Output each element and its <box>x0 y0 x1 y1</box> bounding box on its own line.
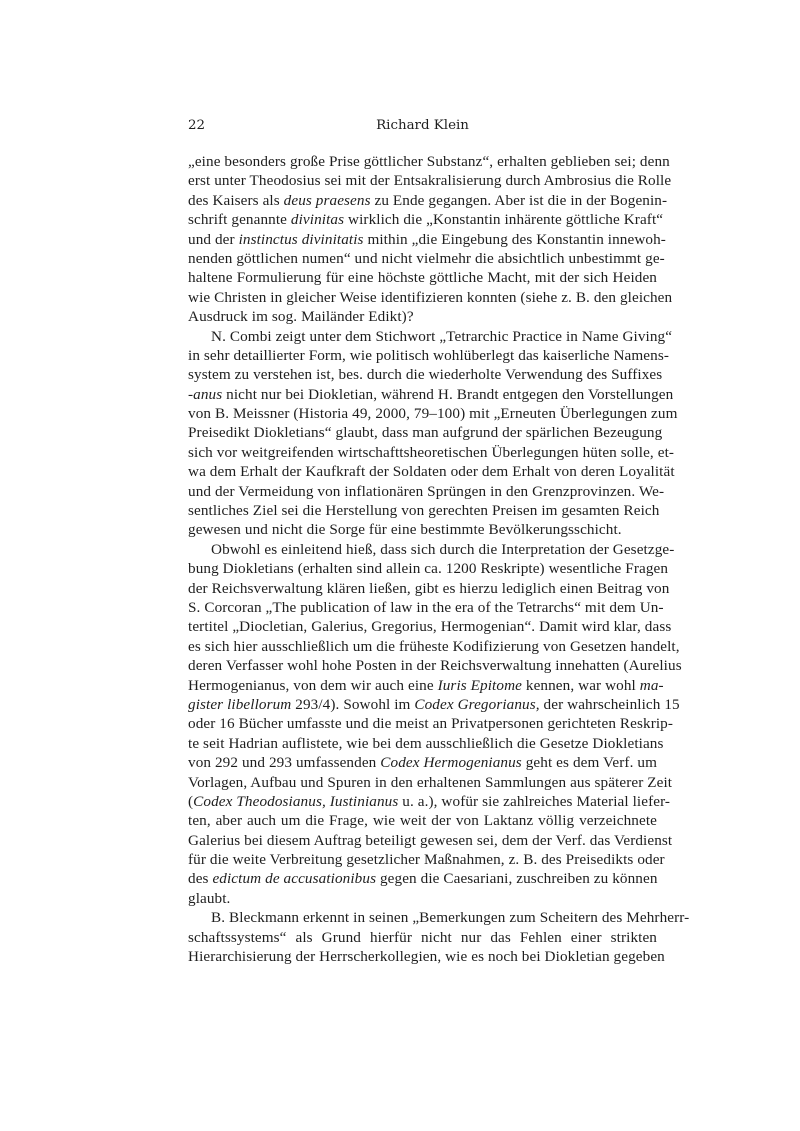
text-run: von B. Meissner (Historia 49, 2000, 79–100) mit „Erneuten Überlegungen zum <box>188 405 678 423</box>
text-run: Vorlagen, Aufbau und Spuren in den erhaltenen Sammlungen aus späterer Zeit <box>188 773 673 791</box>
italic-text: Iuris Epitome <box>437 676 522 694</box>
text-line <box>188 617 672 636</box>
text-line <box>188 928 657 947</box>
text-run: der Reichsverwaltung klären ließen, gibt es hierzu lediglich einen Beitrag von <box>188 579 670 597</box>
text-run: und der <box>188 230 239 248</box>
text-run: schaftssystems“ als Grund hierfür nicht nur das Fehlen einer strikten <box>188 928 657 946</box>
running-head <box>188 118 657 134</box>
text-line <box>188 288 673 307</box>
text-run: Hermogenianus, von dem wir auch eine <box>188 676 438 694</box>
text-line <box>188 462 675 481</box>
text-run: gegen die Caesariani, zuschreiben zu können <box>376 870 658 888</box>
text-line <box>188 850 665 869</box>
text-line <box>188 540 675 559</box>
text-line <box>188 365 663 384</box>
italic-text: divinitas <box>290 211 345 229</box>
text-line <box>188 869 657 888</box>
text-run: es sich hier ausschließlich um die früheste Kodifizierung von Gesetzen handelt, <box>188 637 680 655</box>
text-line <box>188 559 669 578</box>
italic-text: Codex Gregorianus, <box>414 695 540 713</box>
text-line <box>188 598 664 617</box>
text-run: 293/4). Sowohl im <box>291 695 415 713</box>
text-run: gewesen und nicht die Sorge für eine bestimmte Bevölkerungsschicht. <box>188 521 622 539</box>
page-number: 22 <box>188 118 206 133</box>
italic-text: deus praesens <box>283 191 371 209</box>
text-run: wirklich die „Konstantin inhärente göttliche Kraft“ <box>344 211 664 229</box>
text-line <box>188 773 673 792</box>
text-run: u. a.), wofür sie zahlreiches Material liefer- <box>398 792 671 810</box>
text-line <box>188 656 682 675</box>
text-run: haltene Formulierung für eine höchste göttliche Macht, mit der sich Heiden <box>188 269 657 287</box>
text-line <box>188 811 657 830</box>
text-run: mithin „die Eingebung des Konstantin innewoh- <box>363 230 666 248</box>
text-run: Hierarchisierung der Herrscherkollegien, wie es noch bei Diokletian gegeben <box>188 948 665 966</box>
text-line <box>188 482 665 501</box>
text-run: deren Verfasser wohl hohe Posten in der Reichsverwaltung innehatten (Aurelius <box>188 657 682 675</box>
italic-text: Codex Hermogenianus <box>380 754 522 772</box>
running-title: Richard Klein <box>376 118 469 133</box>
text-run: Obwohl es einleitend hieß, dass sich durch die Interpretation der Gesetzge- <box>211 540 675 558</box>
text-run: geht es dem Verf. um <box>521 754 657 772</box>
text-run: des Kaisers als <box>188 191 284 209</box>
text-run: des <box>188 870 213 888</box>
text-line <box>188 676 664 695</box>
text-run: wa dem Erhalt der Kaufkraft der Soldaten oder dem Erhalt von deren Loyalität <box>188 463 675 481</box>
text-run: der wahrscheinlich 15 <box>539 695 680 713</box>
text-run: zu Ende gegangen. Aber ist die in der Bogenin- <box>370 191 668 209</box>
text-line <box>188 831 673 850</box>
italic-text: -anus <box>188 385 223 403</box>
text-line <box>188 210 664 229</box>
text-line <box>188 637 680 656</box>
italic-text: edictum de accusationibus <box>212 870 377 888</box>
text-run: tertitel „Diocletian, Galerius, Gregorius, Hermogenian“. Damit wird klar, dass <box>188 618 672 636</box>
text-run: system zu verstehen ist, bes. durch die wiederholte Verwendung des Suffixes <box>188 366 663 384</box>
text-run: Galerius bei diesem Auftrag beteiligt gewesen sei, dem der Verf. das Verdienst <box>188 831 673 849</box>
text-line <box>188 734 664 753</box>
text-run: kennen, war wohl <box>521 676 640 694</box>
text-run: ( <box>188 792 194 810</box>
text-line <box>188 792 671 811</box>
paragraph <box>188 327 678 540</box>
paragraph <box>188 152 673 327</box>
text-run: schrift genannte <box>188 211 291 229</box>
italic-text: ma- <box>639 676 664 694</box>
text-run: und der Vermeidung von inflationären Sprüngen in den Grenzprovinzen. We- <box>188 482 665 500</box>
paragraph <box>188 540 682 908</box>
text-run: S. Corcoran „The publication of law in the era of the Tetrarchs“ mit dem Un- <box>188 598 664 616</box>
text-line <box>188 385 674 404</box>
text-run: wie Christen in gleicher Weise identifizieren konnten (siehe z. B. den gleichen <box>188 288 673 306</box>
text-run: erst unter Theodosius sei mit der Entsakralisierung durch Ambrosius die Rolle <box>188 172 672 190</box>
text-line <box>188 947 665 966</box>
text-line <box>188 249 665 268</box>
document-page <box>188 118 690 966</box>
text-line <box>188 152 670 171</box>
paragraph <box>188 908 690 966</box>
text-run: für die weite Verbreitung gesetzlicher Maßnahmen, z. B. des Preisedikts oder <box>188 851 665 869</box>
text-line <box>188 171 672 190</box>
text-line <box>188 714 674 733</box>
text-run: B. Bleckmann erkennt in seinen „Bemerkungen zum Scheitern des Mehrherr- <box>211 909 690 927</box>
italic-text: Codex Theodosianus, Iustinianus <box>193 792 399 810</box>
text-run: oder 16 Bücher umfasste und die meist an Privatpersonen gerichteten Reskrip- <box>188 715 674 733</box>
text-run: in sehr detaillierter Form, wie politisch wohlüberlegt das kaiserliche Namens- <box>188 346 670 364</box>
text-run: von 292 und 293 umfassenden <box>188 754 381 772</box>
italic-text: instinctus divinitatis <box>238 230 364 248</box>
text-line <box>188 423 663 442</box>
text-run: sentliches Ziel sei die Herstellung von gerechten Preisen im gesamten Reich <box>188 502 660 520</box>
text-line <box>188 753 657 772</box>
text-run: nenden göttlichen numen“ und nicht vielmehr die absichtlich unbestimmt ge- <box>188 249 665 267</box>
text-run: bung Diokletians (erhalten sind allein ca. 1200 Reskripte) wesentliche Fragen <box>188 560 669 578</box>
text-run: Preisedikt Diokletians“ glaubt, dass man aufgrund der spärlichen Bezeugung <box>188 424 663 442</box>
text-line <box>188 443 675 462</box>
text-line <box>188 268 657 287</box>
text-run: nicht nur bei Diokletian, während H. Brandt entgegen den Vorstellungen <box>222 385 674 403</box>
text-run: glaubt. <box>188 889 231 907</box>
text-line <box>188 579 670 598</box>
text-line <box>188 327 673 346</box>
text-line <box>188 908 690 927</box>
text-line <box>188 307 657 326</box>
text-line <box>188 191 668 210</box>
text-run: ten, aber auch um die Frage, wie weit der von Laktanz völlig verzeichnete <box>188 812 657 830</box>
body-text <box>188 152 690 966</box>
italic-text: gister libellorum <box>188 695 292 713</box>
text-line <box>188 501 660 520</box>
text-line <box>188 404 678 423</box>
text-run: „eine besonders große Prise göttlicher Substanz“, erhalten geblieben sei; denn <box>188 153 670 170</box>
text-line <box>188 346 670 365</box>
text-line <box>188 520 657 539</box>
text-line <box>188 889 657 908</box>
text-line <box>188 230 666 249</box>
text-run: sich vor weitgreifenden wirtschafttsheoretischen Überlegungen hüten solle, et- <box>188 443 675 461</box>
text-run: te seit Hadrian auflistete, wie bei dem ausschließlich die Gesetze Diokletians <box>188 734 664 752</box>
text-run: N. Combi zeigt unter dem Stichwort „Tetrarchic Practice in Name Giving“ <box>211 327 673 345</box>
text-line <box>188 695 680 714</box>
text-run: Ausdruck im sog. Mailänder Edikt)? <box>188 308 414 326</box>
